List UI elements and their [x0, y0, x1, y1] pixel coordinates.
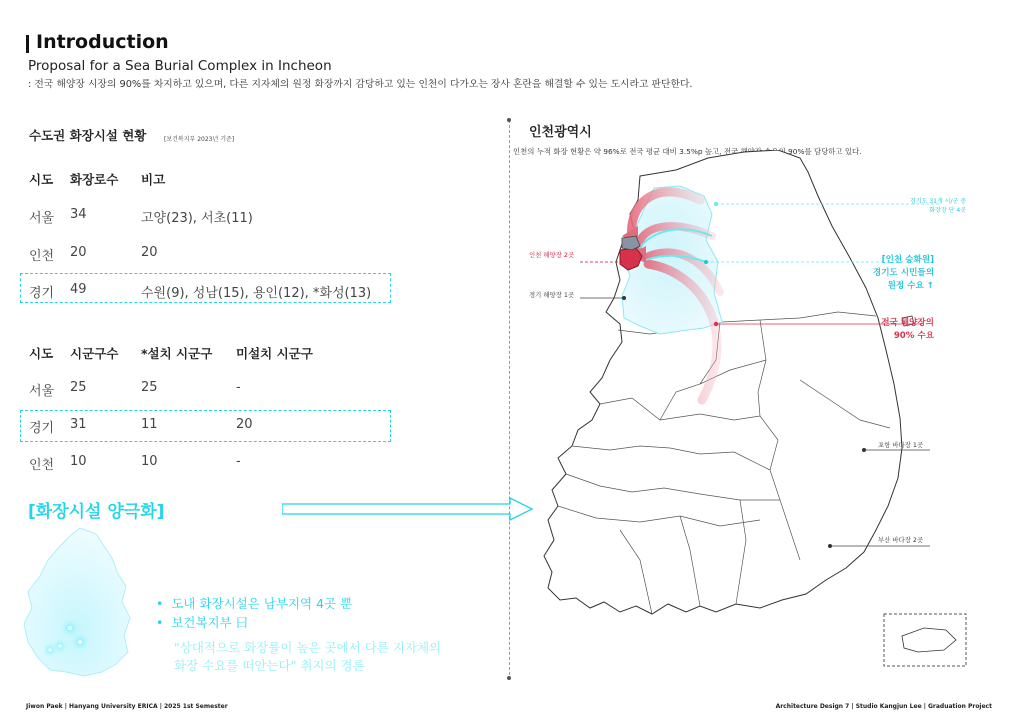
korea-map [510, 150, 970, 670]
jeju-island [902, 628, 956, 652]
divider-dot-top [507, 118, 511, 122]
korea-outline [544, 150, 902, 614]
polarization-bullet-2: • 보건복지부 曰 [156, 615, 249, 630]
footer-left: Jiwon Paek | Hanyang University ERICA | 2025 1st Semester [26, 703, 228, 710]
table1-header-note: 비고 [141, 172, 166, 187]
table2-header-not-installed: 미설치 시군구 [236, 346, 313, 361]
table1-row3-note: 수원(9), 성남(15), 용인(12), *화성(13) [141, 286, 372, 301]
table1-row2-count: 20 [70, 245, 87, 260]
table1-row2-sido: 인천 [29, 249, 55, 264]
table1-row1-count: 34 [70, 207, 87, 222]
table1-row1-sido: 서울 [29, 211, 55, 226]
table2-header-districts: 시군구수 [70, 346, 119, 361]
divider-dot-bottom [507, 676, 511, 680]
table1-row3-count: 49 [70, 282, 87, 297]
label-national-line2: 90% 수요 [893, 331, 934, 341]
arrow-to-map [282, 497, 534, 521]
label-gyeonggi-sea: 경기 해양장 1곳 [529, 291, 575, 299]
table2-row1-districts: 25 [70, 380, 87, 395]
polarization-bullet-1: • 도내 화장시설은 남부지역 4곳 뿐 [156, 596, 353, 611]
table2-header-installed: *설치 시군구 [141, 346, 213, 361]
label-pohang: 포항 바다장 1곳 [878, 441, 924, 449]
label-songdo-line3: 원정 수요 ↑ [887, 281, 934, 291]
label-national-line1: 전국 해양장의 [881, 318, 934, 328]
table2-header-sido: 시도 [29, 346, 54, 361]
table2-row1-sido: 서울 [29, 384, 55, 399]
page-description: : 전국 해양장 시장의 90%를 차지하고 있으며, 다른 지자체의 원정 화장까지 감당하고 있는 인천이 다가오는 장사 혼란을 해결할 수 있는 도시라고 판단한다. [28, 79, 693, 90]
map-title: 인천광역시 [529, 125, 592, 140]
crematorium-table-title: 수도권 화장시설 현황 [29, 128, 147, 143]
table2-row1-installed: 25 [141, 380, 158, 395]
table1-row3-sido: 경기 [29, 286, 55, 301]
table1-row1-note: 고양(23), 서초(11) [141, 211, 253, 226]
table2-row2-not-installed: 20 [236, 417, 253, 432]
table2-row3-sido: 인천 [29, 458, 55, 473]
table2-row2-sido: 경기 [29, 421, 55, 436]
table1-row2-note: 20 [141, 245, 158, 260]
table2-row2-installed: 11 [141, 417, 158, 432]
table2-row2-districts: 31 [70, 417, 87, 432]
gyeonggi-province-map [18, 524, 146, 682]
table1-header-count: 화장로수 [70, 172, 119, 187]
footer-right: Architecture Design 7 | Studio Kangjun Lee | Graduation Project [775, 703, 992, 710]
label-songdo-line2: 경기도 시민들의 [872, 268, 934, 278]
page-subtitle: Proposal for a Sea Burial Complex in Incheon [28, 58, 332, 74]
polarization-title: [화장시설 양극화] [28, 502, 165, 522]
page-title: Introduction [36, 31, 169, 53]
crematorium-table-note: [보건복지부 2023년 기준] [164, 136, 235, 143]
polarization-bullet-1-text: 도내 화장시설은 남부지역 4곳 뿐 [171, 596, 353, 611]
table2-row3-not-installed: - [236, 454, 241, 469]
table2-row3-installed: 10 [141, 454, 158, 469]
title-marker [26, 35, 29, 53]
table2-row3-districts: 10 [70, 454, 87, 469]
polarization-quote-line2: 화장 수요를 떠안는다" 취지의 경론 [174, 658, 365, 673]
label-incheon-sea: 인천 해양장 2곳 [529, 251, 575, 259]
map-description: 인천의 누적 화장 현황은 약 96%로 전국 평균 대비 3.5%p 높고, 전국 해양장 수요의 90%를 담당하고 있다. [513, 147, 862, 156]
label-songdo-line1: [인천 승화원] [881, 255, 934, 265]
label-gyeonggi-31-line1: 경기도 31개 시/군 중 [910, 198, 966, 205]
table1-header-sido: 시도 [29, 172, 54, 187]
polarization-quote-line1: "상대적으로 화장률이 높은 곳에서 다른 지자체의 [174, 640, 442, 655]
polarization-bullet-2-text: 보건복지부 曰 [171, 615, 249, 630]
label-gyeonggi-31-line2: 화장장 단 4곳 [929, 207, 966, 214]
table2-row1-not-installed: - [236, 380, 241, 395]
label-busan: 부산 바다장 2곳 [878, 536, 924, 544]
